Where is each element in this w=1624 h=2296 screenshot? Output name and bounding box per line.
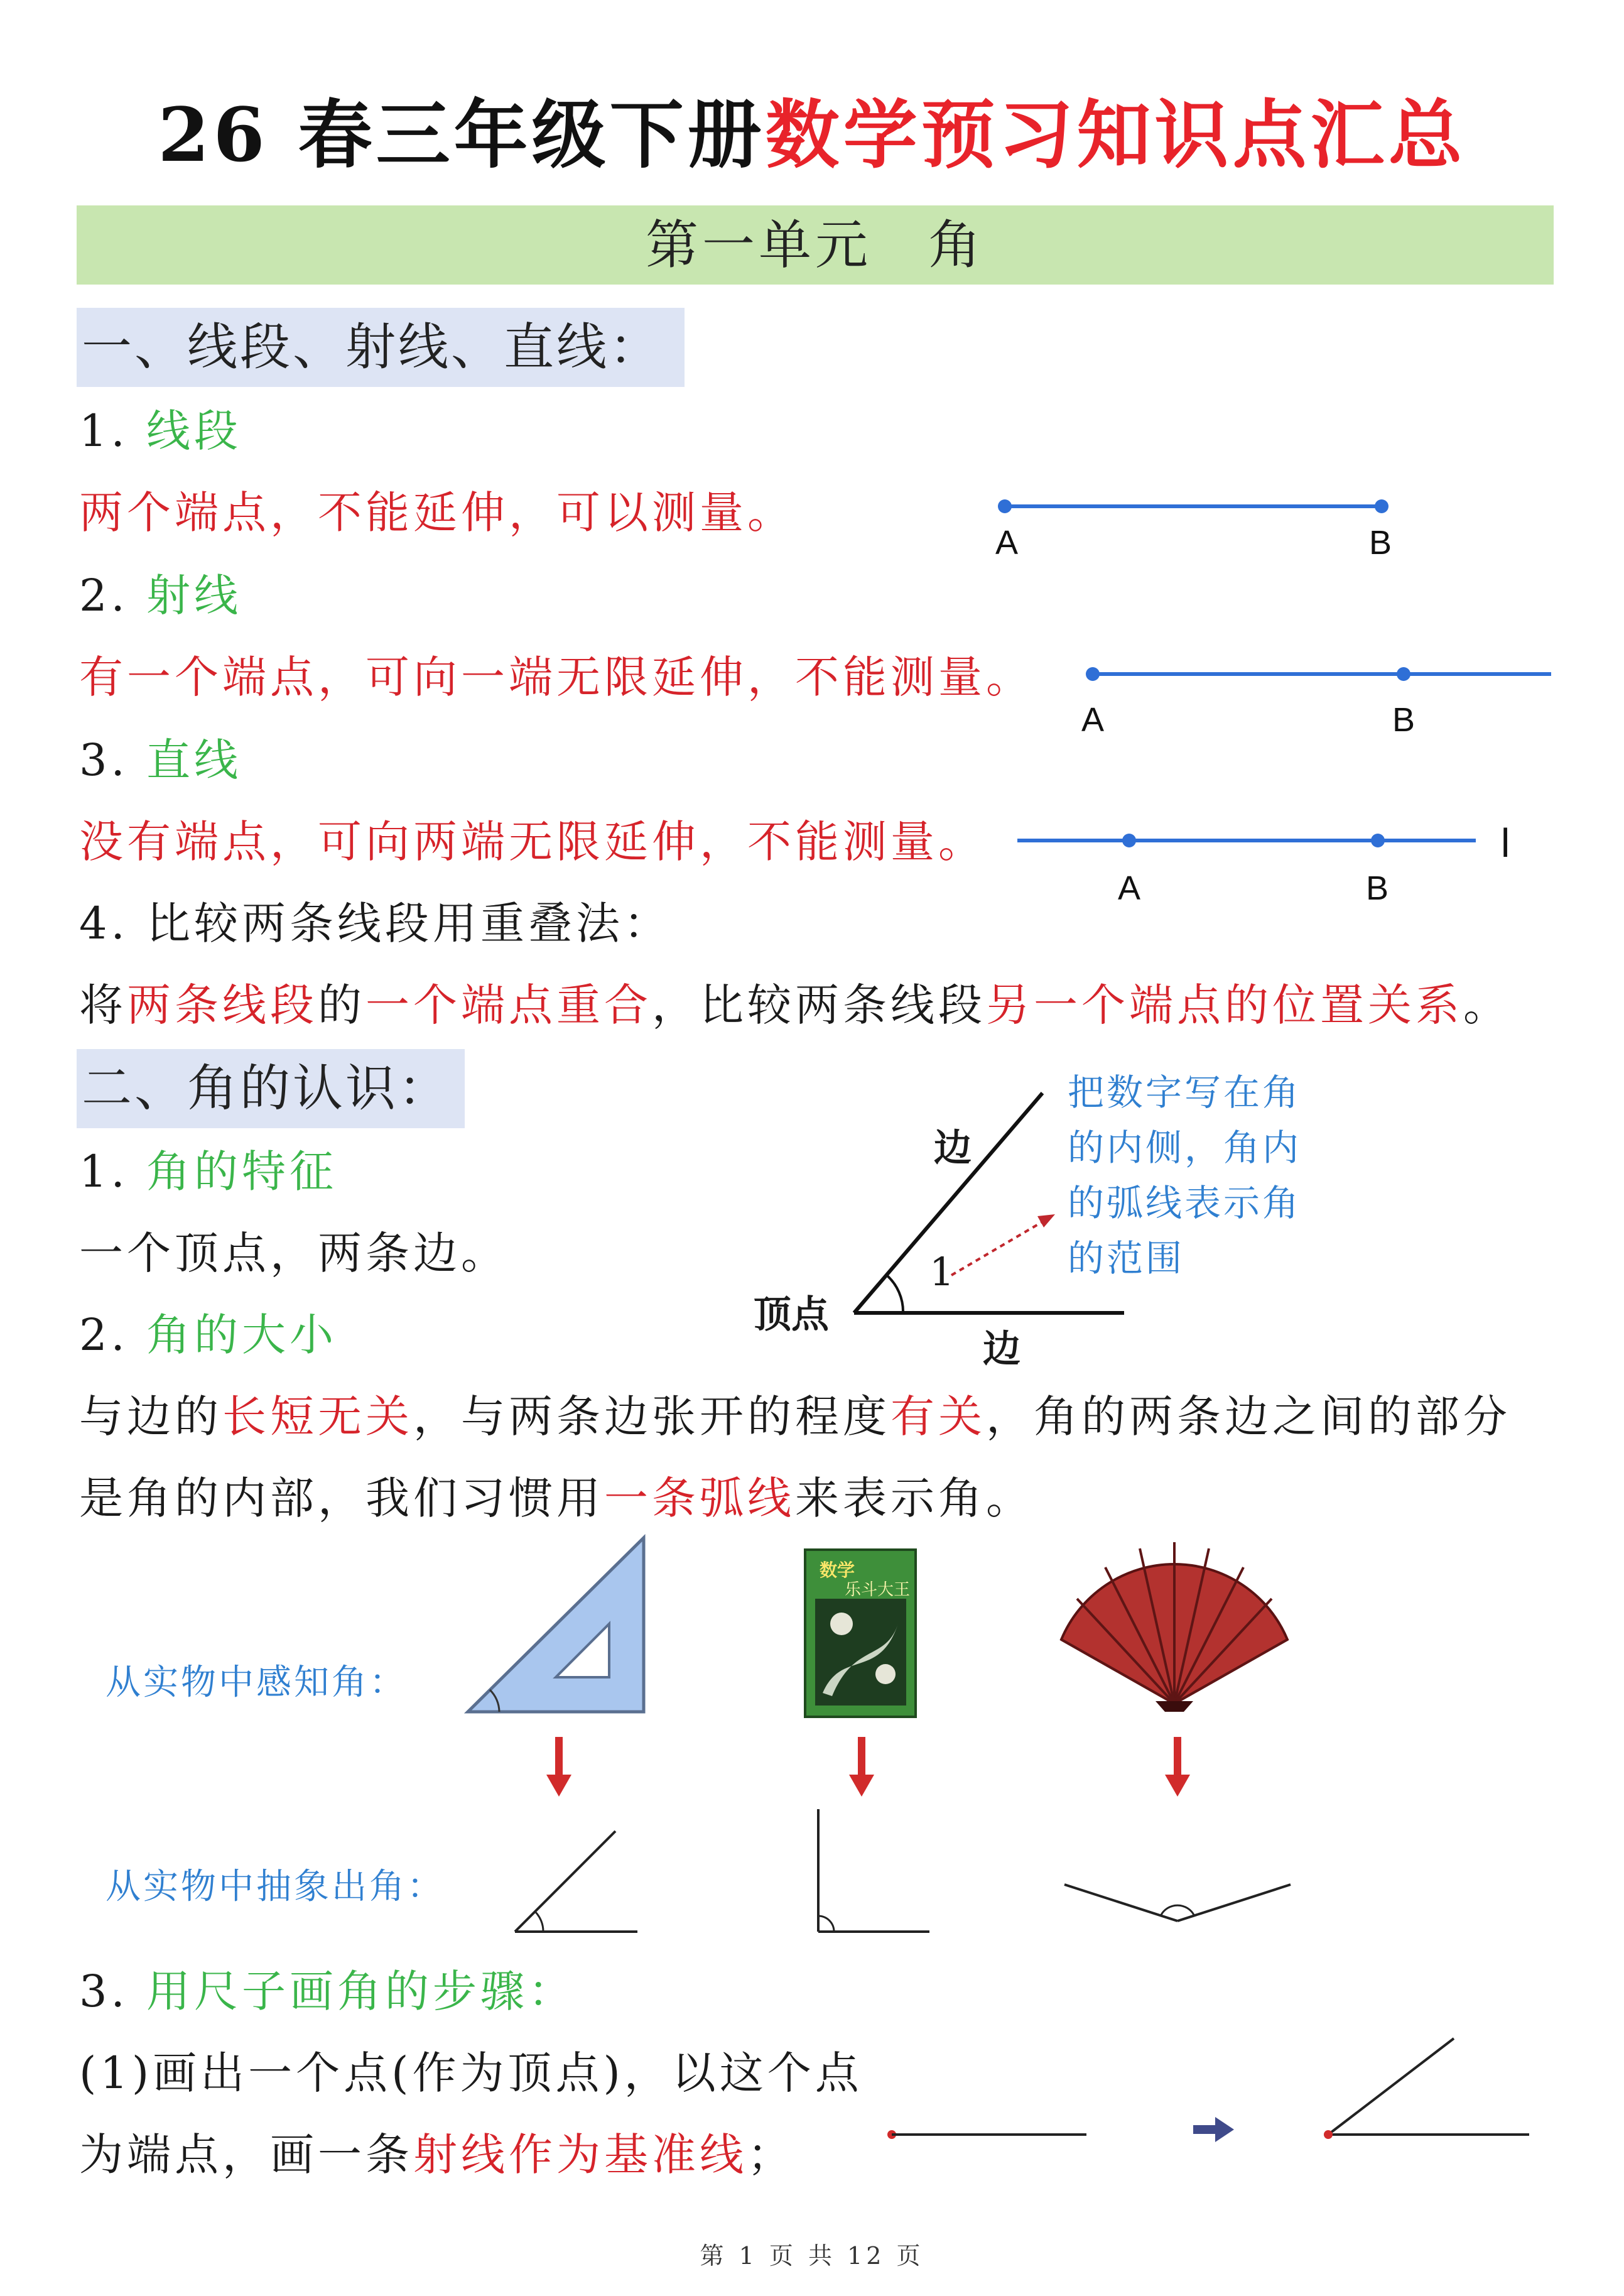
text: 为端点，画一条	[79, 2129, 413, 2180]
angle-note	[1068, 1065, 1301, 1286]
ray-description: 有一个端点，可向一端无限延伸，不能测量。	[79, 651, 1034, 703]
top-side-label: 边	[934, 1126, 972, 1170]
note-line: 的范围	[1068, 1237, 1185, 1280]
arrow-down-icon	[546, 1737, 571, 1800]
pointer-arrow-line	[951, 1220, 1046, 1275]
text: 是角的内部，我们习惯用	[79, 1472, 604, 1524]
item-ray-title	[79, 564, 242, 627]
angle-feature-title	[79, 1140, 337, 1203]
item-segment-title	[79, 400, 242, 462]
angle-arc	[887, 1275, 903, 1313]
note-line: 的内侧，角内	[1068, 1126, 1302, 1169]
triangle-ruler-image	[465, 1533, 653, 1721]
item-number: 2.	[79, 1309, 147, 1361]
arrow-down-icon	[1165, 1737, 1190, 1800]
draw-step-1-line-1: (1)画出一个点(作为顶点)，以这个点	[79, 2047, 863, 2099]
rule-highlight: 两条线段	[127, 979, 318, 1031]
book-title-2: 乐斗大王	[845, 1581, 911, 1599]
item-number: 3.	[79, 734, 147, 786]
rule-highlight: 另一个端点的位置关系	[986, 979, 1463, 1031]
rule-text: ，比较两条线段	[652, 979, 986, 1031]
item-number: 2.	[79, 570, 147, 621]
draw-step-1-line-2	[79, 2123, 795, 2186]
segment-point-b-label: B	[1369, 524, 1392, 562]
ray-point-b-label: B	[1392, 701, 1416, 739]
title-part-2: 数学预习知识点汇总	[765, 91, 1466, 178]
drawn-angle-diagram	[1322, 2035, 1535, 2148]
angle-size-line-1	[79, 1385, 1511, 1448]
angle-number: 1	[929, 1249, 955, 1295]
item-label: 射线	[146, 570, 242, 621]
bottom-side-label: 边	[983, 1327, 1020, 1371]
highlight: 长短无关	[222, 1391, 413, 1442]
rule-text: 将	[79, 979, 127, 1031]
line-point-b	[1371, 834, 1385, 847]
endpoint-b	[1375, 499, 1389, 513]
abstract-angle-acute	[515, 1828, 641, 1941]
page-title	[0, 88, 1624, 182]
item-number: 3.	[79, 1966, 147, 2017]
draw-angle-title	[79, 1960, 576, 2023]
endpoint-a	[998, 499, 1012, 513]
item-number: 1.	[79, 1146, 147, 1197]
rule-text: 的	[318, 979, 365, 1031]
note-line: 的弧线表示角	[1068, 1182, 1302, 1224]
overlap-method-rule	[79, 974, 1511, 1036]
item-label: 角的特征	[146, 1146, 338, 1197]
vertex-label: 顶点	[754, 1293, 829, 1337]
item-line-title	[79, 729, 242, 792]
abstract-label: 从实物中抽象出角：	[106, 1866, 445, 1907]
pointer-arrow-head	[1037, 1214, 1055, 1227]
line-diagram	[1017, 820, 1482, 908]
arrow-down-icon	[849, 1737, 874, 1800]
rule-text: 。	[1463, 979, 1511, 1031]
right-arrow-icon	[1193, 2117, 1237, 2142]
perceive-label: 从实物中感知角：	[106, 1662, 407, 1703]
text: 与边的	[79, 1391, 222, 1442]
ray-diagram	[1068, 653, 1557, 741]
text: ，角的两条边之间的部分	[986, 1391, 1511, 1442]
text: ，与两条边张开的程度	[413, 1391, 890, 1442]
item-label: 直线	[146, 734, 242, 786]
ray-point-b	[1397, 667, 1410, 681]
item-label: 角的大小	[146, 1309, 338, 1361]
item-number: 1.	[79, 405, 147, 457]
section-2-heading: 二、角的认识：	[77, 1049, 465, 1128]
line-name-label: l	[1501, 820, 1510, 866]
highlight: 一条弧线	[604, 1472, 795, 1524]
highlight: 射线作为基准线	[413, 2129, 747, 2180]
angle-feature-desc: 一个顶点，两条边。	[79, 1227, 509, 1279]
rule-highlight: 一个端点重合	[365, 979, 652, 1031]
abstract-angle-right	[813, 1809, 939, 1941]
line-description: 没有端点，可向两端无限延伸，不能测量。	[79, 816, 986, 868]
segment-description: 两个端点，不能延伸，可以测量。	[79, 487, 795, 538]
angle-size-line-2	[79, 1467, 1034, 1530]
ray-endpoint-a	[1086, 667, 1100, 681]
angle-size-title	[79, 1303, 337, 1366]
segment-point-a-label: A	[995, 524, 1019, 562]
line-point-a	[1122, 834, 1136, 847]
text: ；	[747, 2129, 795, 2180]
abstract-angle-obtuse	[1061, 1872, 1294, 1929]
line-point-a-label: A	[1118, 869, 1141, 907]
page-footer: 第 1 页 共 12 页	[700, 2242, 924, 2270]
fan-image	[1055, 1539, 1294, 1715]
book-title-1: 数学	[820, 1560, 855, 1581]
segment-diagram	[980, 484, 1419, 578]
item-label: 线段	[146, 405, 242, 457]
unit-heading: 第一单元 角	[77, 205, 1554, 285]
ray-point-a-label: A	[1081, 701, 1105, 739]
line-point-b-label: B	[1366, 869, 1389, 907]
base-ray-diagram	[885, 2123, 1093, 2148]
text: 来表示角。	[795, 1472, 1034, 1524]
section-1-heading: 一、线段、射线、直线：	[77, 308, 685, 387]
overlap-method-title: 4. 比较两条线段用重叠法：	[79, 898, 672, 949]
highlight: 有关	[890, 1391, 986, 1442]
note-line: 把数字写在角	[1068, 1071, 1302, 1114]
title-part-1: 26 春三年级下册	[158, 91, 766, 178]
item-label: 用尺子画角的步骤：	[146, 1966, 577, 2017]
